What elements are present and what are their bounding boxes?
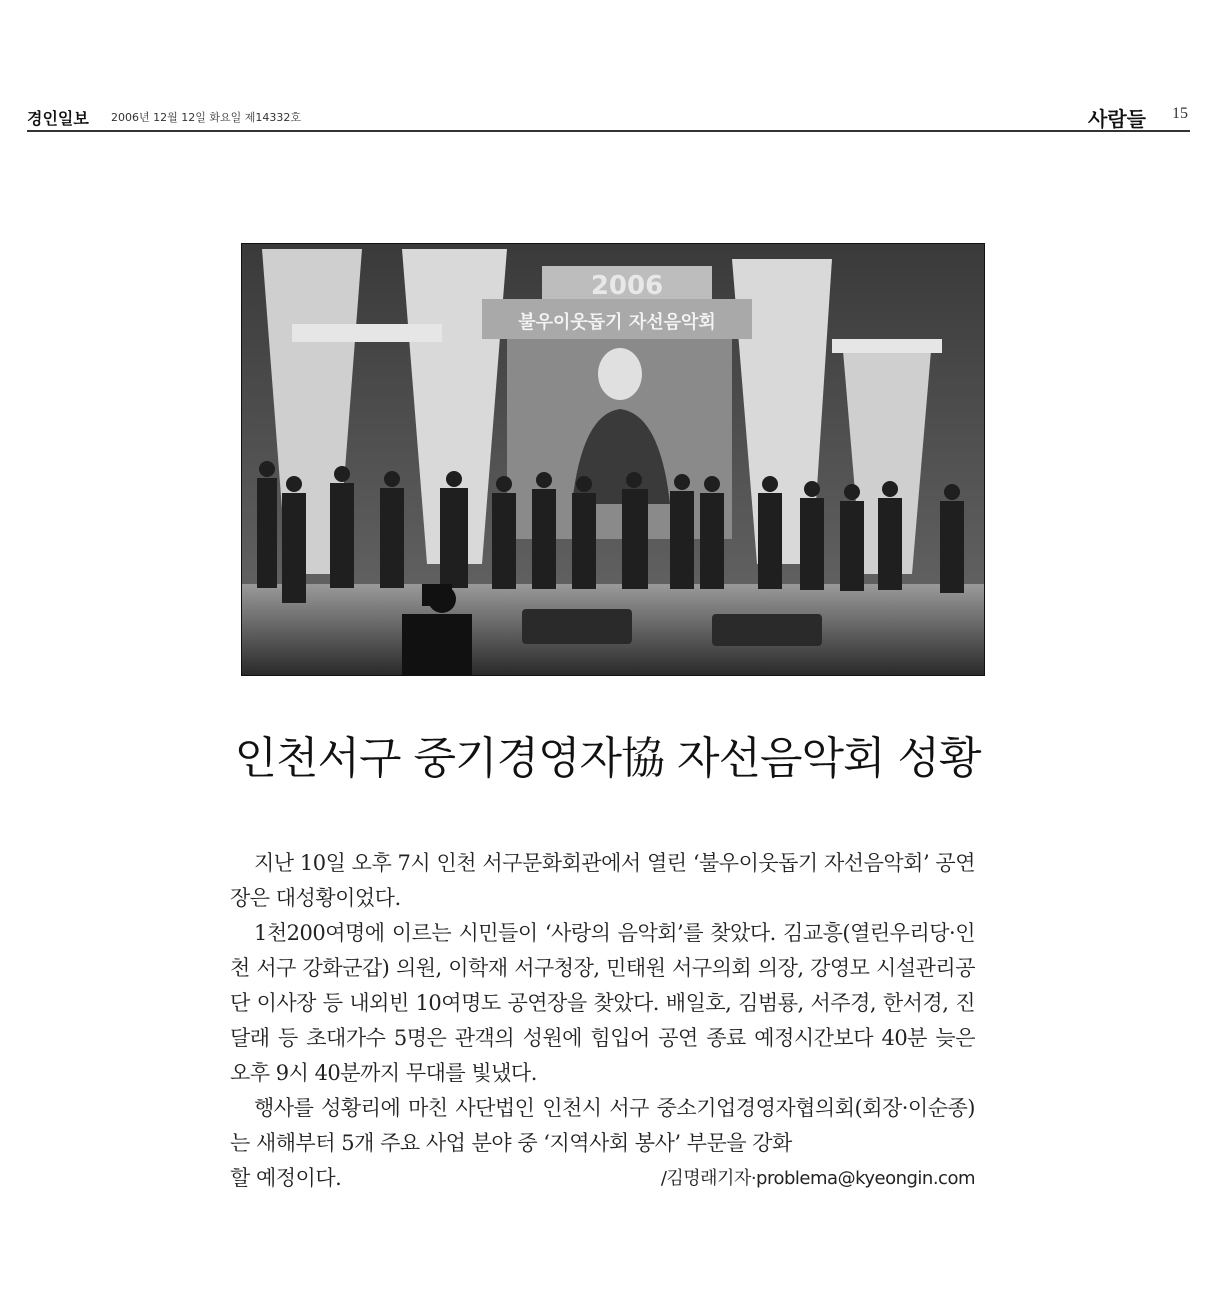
article-paragraph: 행사를 성황리에 마친 사단법인 인천시 서구 중소기업경영자협의회(회장·이순종)는 새해부터 5개 주요 사업 분야 중 ‘지역사회 봉사’ 부문을 강화: [230, 1096, 975, 1155]
page-header: [27, 100, 1190, 132]
article-paragraph-end: 할 예정이다.: [230, 1166, 342, 1190]
newspaper-name: 경인일보: [27, 109, 89, 128]
article-paragraph: 1천200여명에 이르는 시민들이 ‘사랑의 음악회’를 찾았다. 김교흥(열린우리당·인천 서구 강화군갑) 의원, 이학재 서구청장, 민태원 서구의회 의장, 강영모 시설관리공단 이사장 등 내외빈 10여명도 공연장을 찾았다. 배일호, 김범룡, 서주경, 한서경, 진달래 등 초대가수 5명은 관객의 성원에 힘입어 공연 종료 예정시간보다 40분 늦은 오후 9시 40분까지 무대를 빛냈다.: [230, 921, 975, 1085]
issue-info: 2006년 12월 12일 화요일 제14332호: [111, 111, 301, 124]
concert-photo: [241, 243, 985, 676]
page-number: 15: [1172, 105, 1188, 122]
reporter-byline: /김명래기자·problema@kyeongin.com: [660, 1168, 975, 1189]
section-title: 사람들: [1088, 107, 1146, 131]
banner-year: 2006: [590, 271, 664, 301]
article-headline: 인천서구 중기경영자協 자선음악회 성황: [234, 733, 981, 784]
banner-title: 불우이웃돕기 자선음악회: [518, 312, 716, 333]
article-closing-line: [230, 1161, 975, 1196]
article-paragraph: 지난 10일 오후 7시 인천 서구문화회관에서 열린 ‘불우이웃돕기 자선음악회’ 공연장은 대성황이었다.: [230, 851, 975, 910]
stage-illustration: [242, 244, 984, 675]
article-body: [230, 846, 975, 1196]
